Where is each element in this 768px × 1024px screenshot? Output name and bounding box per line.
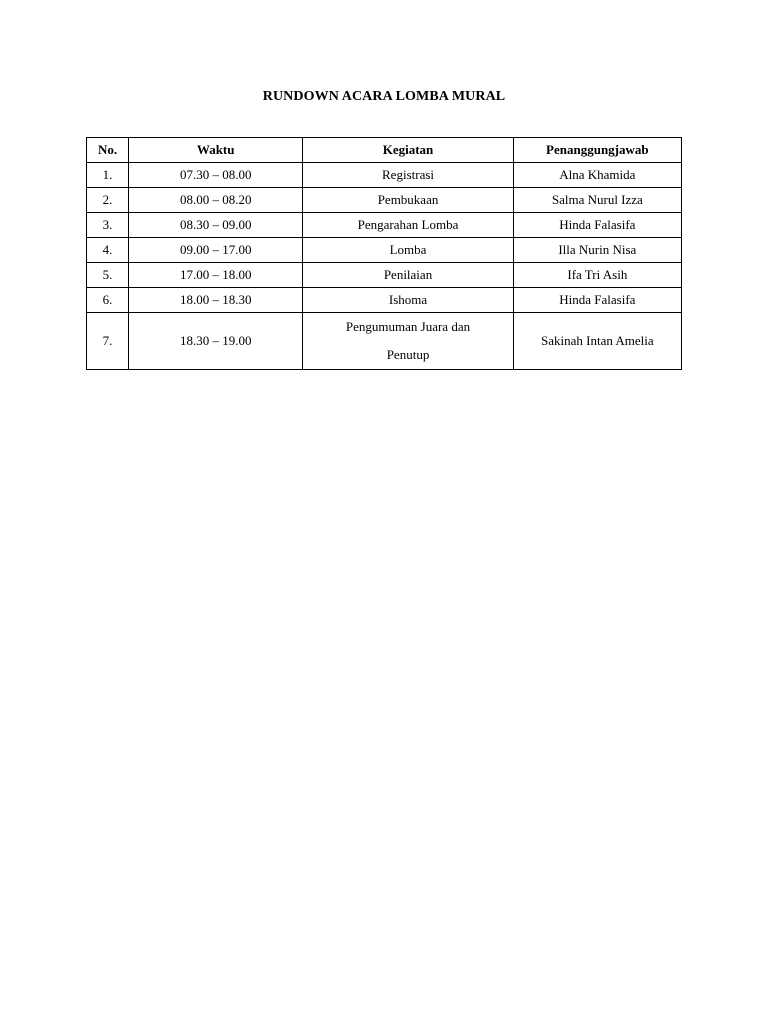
cell-no: 5.	[87, 263, 129, 288]
cell-no: 6.	[87, 288, 129, 313]
cell-kegiatan: Lomba	[303, 238, 513, 263]
table-row	[87, 213, 682, 238]
cell-no: 3.	[87, 213, 129, 238]
cell-penanggungjawab: Hinda Falasifa	[513, 288, 681, 313]
cell-kegiatan: Registrasi	[303, 163, 513, 188]
column-header-penanggungjawab: Penanggungjawab	[513, 138, 681, 163]
table-row	[87, 188, 682, 213]
table-row	[87, 263, 682, 288]
cell-waktu: 09.00 – 17.00	[129, 238, 303, 263]
cell-waktu: 18.00 – 18.30	[129, 288, 303, 313]
cell-penanggungjawab: Sakinah Intan Amelia	[513, 313, 681, 370]
cell-penanggungjawab: Salma Nurul Izza	[513, 188, 681, 213]
cell-no: 1.	[87, 163, 129, 188]
cell-no: 7.	[87, 313, 129, 370]
cell-no: 4.	[87, 238, 129, 263]
cell-penanggungjawab: Alna Khamida	[513, 163, 681, 188]
column-header-no: No.	[87, 138, 129, 163]
cell-kegiatan: Pembukaan	[303, 188, 513, 213]
cell-kegiatan	[303, 313, 513, 370]
table-row	[87, 238, 682, 263]
column-header-waktu: Waktu	[129, 138, 303, 163]
cell-kegiatan: Pengarahan Lomba	[303, 213, 513, 238]
cell-penanggungjawab: Ifa Tri Asih	[513, 263, 681, 288]
column-header-kegiatan: Kegiatan	[303, 138, 513, 163]
cell-waktu: 08.00 – 08.20	[129, 188, 303, 213]
cell-waktu: 17.00 – 18.00	[129, 263, 303, 288]
cell-kegiatan-line-1: Pengumuman Juara dan	[345, 319, 471, 334]
table-row	[87, 163, 682, 188]
cell-kegiatan: Penilaian	[303, 263, 513, 288]
cell-waktu: 07.30 – 08.00	[129, 163, 303, 188]
cell-penanggungjawab: Hinda Falasifa	[513, 213, 681, 238]
cell-kegiatan-line-2: Penutup	[386, 347, 430, 362]
rundown-table	[86, 137, 682, 370]
table-row	[87, 288, 682, 313]
table-header-row	[87, 138, 682, 163]
cell-waktu: 08.30 – 09.00	[129, 213, 303, 238]
cell-penanggungjawab: Illa Nurin Nisa	[513, 238, 681, 263]
page-title: RUNDOWN ACARA LOMBA MURAL	[262, 89, 506, 104]
table-row	[87, 313, 682, 370]
cell-waktu: 18.30 – 19.00	[129, 313, 303, 370]
cell-kegiatan: Ishoma	[303, 288, 513, 313]
cell-no: 2.	[87, 188, 129, 213]
